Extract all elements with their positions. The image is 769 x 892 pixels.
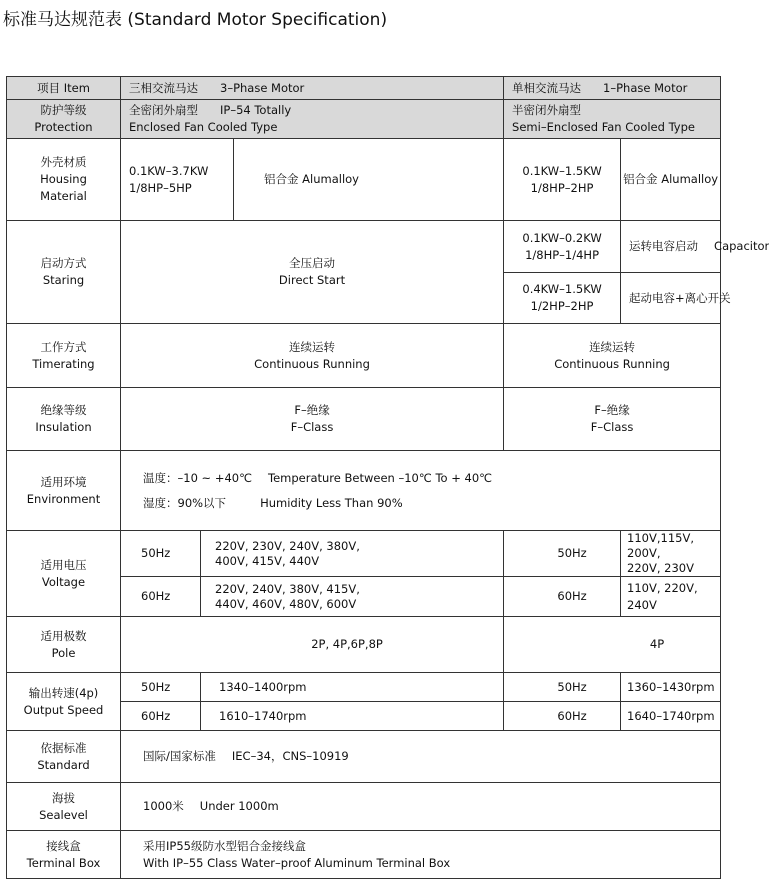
housing-label: 外壳材质 Housing Material [7,139,121,221]
three-phase-header [121,77,504,100]
speed-row-50 [7,673,721,702]
sealevel-value: 1000米 Under 1000m [121,783,721,831]
speed-one-60-rpm: 1640–1740rpm [621,702,721,731]
protection-one-phase: 半密闭外扇型 Semi–Enclosed Fan Cooled Type [504,100,721,139]
header-row [7,77,721,100]
speed-one-60-hz: 60Hz [504,702,621,731]
voltage-row-50 [7,531,721,577]
operation-row [7,324,721,388]
protection-three-phase: 全密闭外扇型 IP–54 Totally Enclosed Fan Cooled Type [121,100,504,139]
starting-label: 启动方式 Staring [7,221,121,324]
voltage-one-50-values: 110V,115V, 200V, 220V, 230V [621,531,721,577]
housing-three-range: 0.1KW–3.7KW 1/8HP–5HP [121,139,234,221]
terminal-row [7,831,721,879]
temp-cn: 温度：–10 ~ +40℃ [143,470,253,485]
terminal-value: 采用IP55级防水型铝合金接线盒 With IP–55 Class Water–proof Aluminum Terminal Box [121,831,721,879]
standard-row [7,731,721,783]
starting-one-method-1: 运转电容启动 Capacitor [621,221,721,273]
sealevel-row [7,783,721,831]
insulation-label: 绝缘等级 Insulation [7,388,121,451]
housing-row [7,139,721,221]
speed-one-50-rpm: 1360–1430rpm [621,673,721,702]
voltage-one-60-values: 110V, 220V, 240V [621,577,721,617]
pole-one-phase: 4P [504,617,721,673]
insulation-three-phase: F–绝缘 F–Class [121,388,504,451]
sealevel-label: 海拔 Sealevel [7,783,121,831]
three-phase-cn: 三相交流马达 [129,80,198,95]
housing-three-material: 铝合金 Alumalloy [234,139,504,221]
operation-three-phase: 连续运转 Continuous Running [121,324,504,388]
temp-en: Temperature Between –10℃ To + 40℃ [268,470,493,485]
starting-one-range-2: 0.4KW–1.5KW 1/2HP–2HP [504,273,621,324]
starting-one-range-1: 0.1KW–0.2KW 1/8HP–1/4HP [504,221,621,273]
operation-one-phase: 连续运转 Continuous Running [504,324,721,388]
humidity-cn: 湿度：90%以下 [143,495,227,510]
protection-row [7,100,721,139]
environment-row [7,451,721,531]
starting-three-phase: 全压启动 Direct Start [121,221,504,324]
page-title: 标准马达规范表 (Standard Motor Specification) [3,10,388,30]
voltage-three-50-values: 220V, 230V, 240V, 380V, 400V, 415V, 440V [201,531,504,577]
voltage-three-60-hz: 60Hz [121,577,201,617]
terminal-label: 接线盒 Terminal Box [7,831,121,879]
humidity-en: Humidity Less Than 90% [260,495,403,510]
one-phase-header [504,77,721,100]
spec-table [6,76,769,879]
speed-three-60-hz: 60Hz [121,702,201,731]
pole-label: 适用极数 Pole [7,617,121,673]
speed-one-50-hz: 50Hz [504,673,621,702]
protection-label: 防护等级 Protection [7,100,121,139]
voltage-one-60-hz: 60Hz [504,577,621,617]
voltage-one-50-hz: 50Hz [504,531,621,577]
voltage-three-50-hz: 50Hz [121,531,201,577]
three-phase-en: 3–Phase Motor [220,80,305,95]
one-phase-en: 1–Phase Motor [603,80,688,95]
voltage-three-60-values: 220V, 240V, 380V, 415V, 440V, 460V, 480V, 600V [201,577,504,617]
voltage-label: 适用电压 Voltage [7,531,121,617]
housing-one-material: 铝合金 Alumalloy [621,139,721,221]
pole-three-phase: 2P, 4P,6P,8P [121,617,504,673]
starting-row-1 [7,221,721,273]
starting-one-method-2: 起动电容+离心开关 [621,273,721,324]
speed-label: 输出转速(4p) Output Speed [7,673,121,731]
one-phase-cn: 单相交流马达 [512,80,582,95]
environment-values [121,451,721,531]
operation-label: 工作方式 Timerating [7,324,121,388]
insulation-one-phase: F–绝缘 F–Class [504,388,721,451]
speed-three-60-rpm: 1610–1740rpm [201,702,504,731]
speed-three-50-hz: 50Hz [121,673,201,702]
insulation-row [7,388,721,451]
standard-value: 国际/国家标准 IEC–34，CNS–10919 [121,731,721,783]
pole-row [7,617,721,673]
environment-label: 适用环境 Environment [7,451,121,531]
item-header: 项目 Item [7,77,121,100]
speed-three-50-rpm: 1340–1400rpm [201,673,504,702]
housing-one-range: 0.1KW–1.5KW 1/8HP–2HP [504,139,621,221]
standard-label: 依据标准 Standard [7,731,121,783]
